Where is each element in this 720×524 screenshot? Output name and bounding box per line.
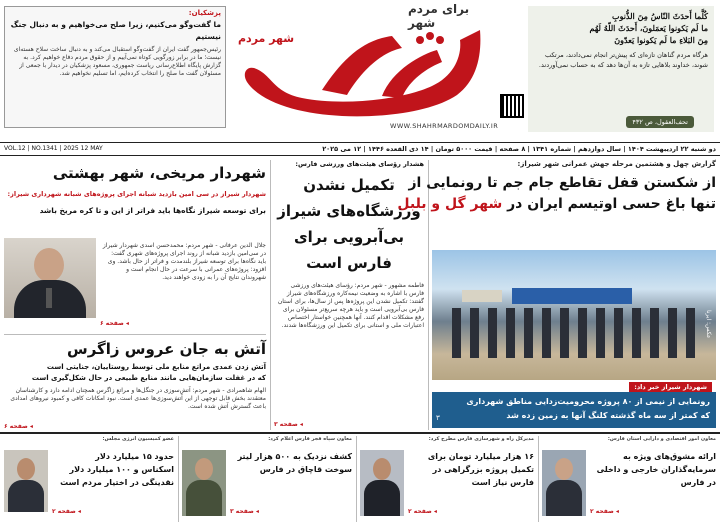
bottom-divider — [356, 436, 357, 522]
bottom-strip-rule — [0, 432, 720, 434]
fire-story — [4, 338, 266, 430]
fire-sub-2: که در غفلت سازمان‌هایی مانند منابع طبیعی در حال شکل‌گیری است — [31, 374, 266, 382]
mayor-photo-mic — [46, 288, 52, 308]
logo-text: شهر مردم — [238, 32, 295, 45]
mayor-story — [4, 160, 266, 330]
mayor-see-page[interactable]: ◂ صفحه ۶ — [100, 320, 129, 327]
lead-banner-label — [629, 382, 712, 392]
bottom-4-headline-1: حدود ۱۵ میلیارد دلار — [95, 452, 174, 461]
bottom-divider — [538, 436, 539, 522]
column-divider — [270, 160, 271, 430]
bottom-story-2 — [360, 436, 534, 522]
bottom-1-photo-body — [546, 480, 582, 516]
bottom-4-headline-3: نقدینگی در اختیار مردم است — [60, 478, 174, 487]
lead-banner-line-1: رونمایی از نیمی از ۸۰ پروژه محرومیت‌زدایی مناطق شهرداری — [466, 397, 710, 406]
sports-see-page[interactable]: ◂ صفحه ۳ — [274, 421, 303, 428]
sports-headline-2: ورزشگاه‌های شیراز — [277, 202, 421, 220]
bottom-3-photo-head — [195, 458, 213, 480]
mayor-photo — [4, 238, 96, 318]
section-divider — [4, 334, 266, 335]
bottom-3-photo-body — [186, 480, 222, 516]
dateline-text: دو شنبه ۲۲ اردیبهشت ۱۴۰۴ | سال دوازدهم | شماره ۱۳۴۱ | ۸ صفحه | قیمت ۵۰۰۰ تومان | ۱۴ ذی القعده ۱۴۴۶ | ۱۲ می ۲۰۲۵ — [322, 145, 716, 153]
bottom-1-photo — [542, 450, 586, 516]
lead-banner-label-text: شهردار شیراز خبر داد: — [634, 383, 707, 391]
dateline-no: NO.1341 — [31, 145, 58, 152]
masthead-url: WWW.SHAHRMARDOMDAILY.IR — [390, 122, 499, 130]
bottom-3-headline: کشف نزدیک به ۵۰۰ هزار لیتر سوخت قاچاق در فارس — [237, 452, 352, 474]
mayor-kicker: شهردار شیراز در سی امین بازدید شبانه اجرای پروژه‌های شبانه شهرداری شیراز: — [7, 190, 266, 198]
sports-headline-3: بی‌آبرویی برای — [293, 228, 405, 246]
fire-headline: آتش به جان عروس زاگرس — [67, 340, 266, 358]
mayor-headline: شهردار مریخی، شهر بهشتی — [52, 164, 266, 182]
lead-banner — [432, 392, 716, 428]
mayor-photo-head — [34, 248, 64, 282]
bottom-1-headline: ارائه مشوق‌های ویژه به سرمایه‌گذاران خارجی و داخلی در فارس — [596, 452, 716, 487]
fire-see-page[interactable]: ◂ صفحه ۶ — [4, 423, 33, 430]
lead-headline-1: از شکستن قفل تقاطع جام جم تا رونمایی از — [408, 175, 716, 191]
bottom-3-kicker: معاون سپاه فجر فارس اعلام کرد: — [268, 436, 352, 442]
sports-headline-4: فارس است — [306, 254, 392, 272]
lead-headline-2 — [397, 194, 716, 214]
masthead — [0, 0, 720, 142]
dateline-year: 2025 — [63, 145, 79, 152]
doctors-body: رئیس‌جمهور گفت ایران از گفت‌وگو استقبال می‌کند و به دنبال ساخت سلاح هسته‌ای نیست؛ ما در برابر زورگویی کوتاه نمی‌آییم و از حقوق مردم دفاع خواهیم کرد. به گزارش پایگاه اطلاع‌رسانی ریاست جمهوری، مسعود پزشکیان در دیدار با جمعی از مسئولان گفت ما صلح را انتخاب کرده‌ایم، اما تسلیم نخواهیم شد. — [13, 46, 221, 77]
doctors-label: پزشکیان: — [188, 9, 221, 17]
bottom-4-photo-body — [8, 480, 44, 512]
bottom-3-see[interactable]: ◂ صفحه ۳ — [230, 508, 259, 515]
bottom-4-headline-2: اسکناس و ۱۰۰ میلیارد دلار — [69, 465, 174, 474]
bottom-3-photo — [182, 450, 226, 516]
sports-story — [274, 160, 424, 430]
bottom-4-photo — [4, 450, 48, 512]
quote-arabic-2: ما لَم يَكونوا يَعمَلونَ، أَحدَثَ اللّهُ لَهُم — [589, 23, 708, 33]
lead-photo — [432, 250, 716, 380]
fire-sub-1: آتش زدن عمدی مراتع منابع ملی توسط روستاییان، جنایتی است — [46, 363, 266, 371]
lead-story — [397, 160, 716, 430]
dateline-day: 12 MAY — [80, 145, 103, 152]
mayor-body: جلال الدین عرفانی - شهر مردم: محمدحسن اسدی شهردار شیراز در سی‌امین بازدید شبانه از روند اجرای پروژه‌های شهری گفت: باید نگاه‌ها برای توسعه شیراز بلندمدت و فراتر از حال باشد. وی افزود: پروژه‌های عمرانی با سرعت در حال انجام است و شهروندان نتایج آن را به زودی خواهند دید. — [102, 242, 266, 281]
bottom-4-headline — [54, 450, 174, 489]
bottom-1-photo-head — [555, 458, 573, 480]
bottom-story-4 — [4, 436, 174, 522]
doctors-headline: ما گفت‌وگو می‌کنیم، زیرا صلح می‌خواهیم و به دنبال جنگ نیستیم — [10, 20, 221, 41]
quote-arabic-3: مِنَ البَلاءِ ما لَم يَكونوا يَعدّونَ — [614, 35, 708, 45]
bottom-2-see[interactable]: ◂ صفحه ۲ — [408, 508, 437, 515]
photo-caption-text: عکس: ایرنا — [705, 310, 712, 339]
bottom-4-kicker: عضو کمیسیون انرژی مجلس: — [102, 436, 174, 442]
quote-source-badge — [626, 116, 694, 128]
lead-kicker: گزارش چهل و هشتمین مرحله جهش عمرانی شهر شیراز: — [517, 160, 716, 168]
dateline-en: VOL.12 | NO.1341 | 2025 12 MAY — [4, 145, 103, 152]
sports-body: فاطمه مشهور - شهر مردم: رؤسای هیئت‌های ورزشی فارس با اشاره به وضعیت نیمه‌کاره ورزشگاه‌های شیراز گفتند: تکمیل نشدن این پروژه‌ها پس از سال‌ها، برای استان فارس بی‌آبرویی است و باید هرچه سریع‌تر مسئولان برای رفع مشکلات اقدام کنند. آنها همچنین خواستار اختصاص اعتبارات ملی و استانی برای تکمیل این ورزشگاه‌ها شدند. — [277, 282, 424, 329]
quote-arabic-1: كُلَّما أَحدَثَ النّاسُ مِنَ الذُّنوبِ — [612, 11, 708, 21]
fire-body: الهام شاهمرادی - شهر مردم: آتش‌سوزی در جنگل‌ها و مراتع زاگرس همچنان ادامه دارد و کارشناسان معتقدند بخش قابل توجهی از این آتش‌سوزی‌ها عمدی است. نبود امکانات کافی و کمبود نیروهای امدادی باعث گسترش آتش شده است. — [10, 387, 266, 410]
bottom-2-kicker: مدیرکل راه و شهرسازی فارس مطرح کرد: — [428, 436, 534, 442]
sports-headline-1: تکمیل نشدن — [303, 176, 395, 194]
bottom-4-see[interactable]: ◂ صفحه ۲ — [52, 508, 81, 515]
bottom-story-1 — [542, 436, 716, 522]
photo-caption — [705, 310, 712, 339]
lead-headline-2a: تنها باغ حسی اوتیسم ایران در — [507, 196, 716, 212]
bottom-2-photo — [360, 450, 404, 516]
lead-banner-line-2: که کمتر از سه ماه گذشته کلنگ آنها به زمین زده شد — [506, 411, 710, 420]
photo-banner — [462, 290, 502, 302]
photo-people — [452, 308, 702, 358]
doctors-news-box — [4, 6, 226, 128]
bottom-2-headline: ۱۶ هزار میلیارد تومان برای تکمیل پروژه بزرگراهی در فارس نیاز است — [427, 452, 534, 487]
quote-persian: هرگاه مردم گناهان تازه‌ای که پیش‌تر انجام نمی‌دادند، مرتکب شوند، خداوند بلاهایی تازه به آن‌ها دهد که به حساب نمی‌آوردند. — [538, 51, 708, 69]
dateline-vol: VOL.12 — [4, 145, 26, 152]
bottom-story-3 — [182, 436, 352, 522]
bottom-4-photo-head — [17, 458, 35, 480]
lead-page-ref: ۳ — [436, 414, 440, 422]
lead-headline-2b: شهر گل و بلبل — [397, 196, 503, 212]
dateline-bar — [0, 142, 720, 156]
quote-box — [528, 6, 714, 132]
quote-source: تحف‌العقول، ص ۴۳۲ — [632, 118, 688, 126]
bottom-1-kicker: معاون امور اقتصادی و دارایی استان فارس: — [607, 436, 716, 442]
sports-kicker: هشدار رؤسای هیئت‌های ورزشی فارس: — [295, 160, 424, 168]
masthead-logo — [232, 0, 499, 130]
bottom-1-see[interactable]: ◂ صفحه ۲ — [590, 508, 619, 515]
bottom-2-photo-head — [373, 458, 391, 480]
bottom-2-photo-body — [364, 480, 400, 516]
mayor-sub: برای توسعه شیراز نگاه‌ها باید فراتر از این و تا کره مریخ باشد — [39, 206, 266, 215]
bottom-divider — [178, 436, 179, 522]
photo-banner — [512, 288, 632, 304]
masthead-subtitle: برای مردم شهر — [408, 2, 470, 30]
qr-code — [500, 94, 524, 118]
